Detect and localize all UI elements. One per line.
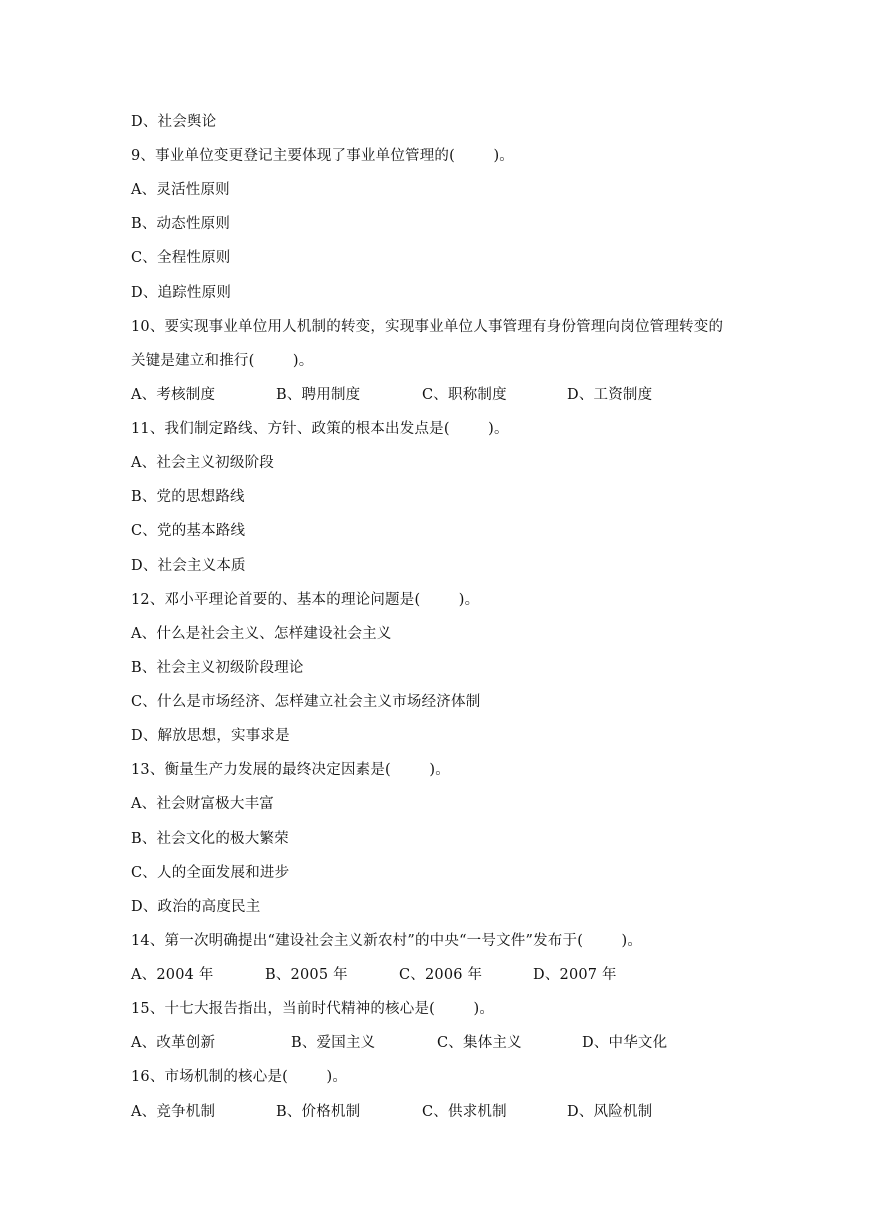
q14-question: 14、第一次明确提出“建设社会主义新农村”的中央“一号文件”发布于( )。 — [131, 933, 643, 949]
q11-option-d: D、社会主义本质 — [131, 558, 246, 574]
q15-option-d: D、中华文化 — [582, 1035, 668, 1051]
q15-option-a: A、改革创新 — [131, 1035, 216, 1051]
q11-option-a: A、社会主义初级阶段 — [131, 455, 274, 471]
q15-option-c: C、集体主义 — [437, 1035, 522, 1051]
q12-option-b: B、社会主义初级阶段理论 — [131, 660, 304, 676]
q13-option-a: A、社会财富极大丰富 — [131, 796, 274, 812]
q12-option-c: C、什么是市场经济、怎样建立社会主义市场经济体制 — [131, 694, 481, 710]
q16-option-a: A、竞争机制 — [131, 1104, 216, 1120]
q13-option-b: B、社会文化的极大繁荣 — [131, 831, 289, 847]
q15-option-b: B、爱国主义 — [291, 1035, 376, 1051]
q11-option-c: C、党的基本路线 — [131, 523, 246, 539]
q14-option-d: D、2007 年 — [533, 967, 617, 983]
q9-option-d: D、追踪性原则 — [131, 285, 232, 301]
q16-option-d: D、风险机制 — [567, 1104, 653, 1120]
q13-option-d: D、政治的高度民主 — [131, 899, 261, 915]
q14-option-a: A、2004 年 — [131, 967, 214, 983]
q13-question: 13、衡量生产力发展的最终决定因素是( )。 — [131, 762, 450, 778]
q16-option-b: B、价格机制 — [276, 1104, 361, 1120]
q11-question: 11、我们制定路线、方针、政策的根本出发点是( )。 — [131, 421, 509, 437]
q16-option-c: C、供求机制 — [422, 1104, 507, 1120]
q12-question: 12、邓小平理论首要的、基本的理论问题是( )。 — [131, 592, 480, 608]
q14-option-c: C、2006 年 — [399, 967, 483, 983]
q10-option-a: A、考核制度 — [131, 387, 216, 403]
q10-question-line2: 关键是建立和推行( )。 — [131, 353, 314, 369]
q10-option-b: B、聘用制度 — [276, 387, 361, 403]
q9-option-b: B、动态性原则 — [131, 216, 231, 232]
q9-option-c: C、全程性原则 — [131, 250, 231, 266]
q16-question: 16、市场机制的核心是( )。 — [131, 1069, 348, 1085]
q10-question-line1: 10、要实现事业单位用人机制的转变，实现事业单位人事管理有身份管理向岗位管理转变的 — [131, 319, 724, 335]
q12-option-d: D、解放思想，实事求是 — [131, 728, 290, 744]
q9-question: 9、事业单位变更登记主要体现了事业单位管理的( )。 — [131, 148, 515, 164]
q8-option-d: D、社会舆论 — [131, 114, 217, 130]
q10-option-d: D、工资制度 — [567, 387, 653, 403]
q12-option-a: A、什么是社会主义、怎样建设社会主义 — [131, 626, 392, 642]
q10-option-c: C、职称制度 — [422, 387, 507, 403]
q15-question: 15、十七大报告指出，当前时代精神的核心是( )。 — [131, 1001, 495, 1017]
q11-option-b: B、党的思想路线 — [131, 489, 245, 505]
q13-option-c: C、人的全面发展和进步 — [131, 865, 290, 881]
q14-option-b: B、2005 年 — [265, 967, 348, 983]
q9-option-a: A、灵活性原则 — [131, 182, 230, 198]
